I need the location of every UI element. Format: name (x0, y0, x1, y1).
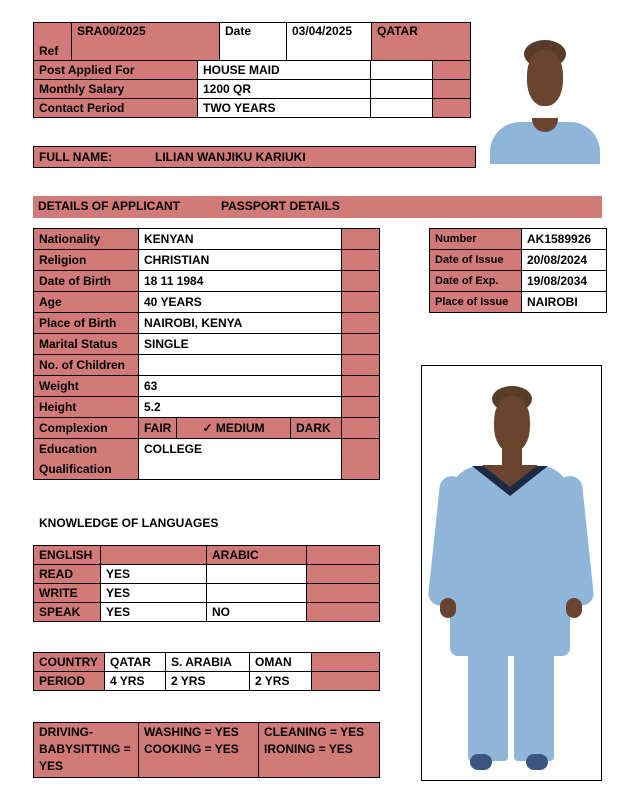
applicant-row (34, 355, 380, 376)
ironing-skill: IRONING = YES (259, 741, 380, 778)
blank-cell (342, 229, 380, 250)
skills-row (34, 723, 380, 742)
job-label: Post Applied For (34, 61, 198, 80)
country-value: OMAN (250, 653, 312, 672)
blank-cell (312, 653, 380, 672)
full-name-value: LILIAN WANJIKU KARIUKI (155, 150, 306, 164)
applicant-value: SINGLE (139, 334, 342, 355)
job-label: Monthly Salary (34, 80, 198, 99)
blank-cell (342, 376, 380, 397)
blank-cell (307, 565, 380, 584)
applicant-row (34, 313, 380, 334)
blank-cell (101, 546, 207, 565)
applicant-label: Weight (34, 376, 139, 397)
complexion-row (34, 418, 380, 439)
passport-value: NAIROBI (522, 292, 607, 313)
passport-row (430, 250, 607, 271)
blank-cell (342, 334, 380, 355)
applicant-value: CHRISTIAN (139, 250, 342, 271)
blank-cell (342, 313, 380, 334)
washing-skill: WASHING = YES (139, 723, 259, 742)
languages-header-row (34, 546, 380, 565)
full-name-bar (33, 146, 476, 168)
education-row (34, 439, 380, 480)
english-value: YES (101, 565, 207, 584)
english-header: ENGLISH (34, 546, 101, 565)
checkmark-icon: ✓ (202, 420, 213, 435)
applicant-label: Age (34, 292, 139, 313)
section-bar (33, 196, 602, 218)
babysitting-line2: YES (39, 759, 64, 773)
arabic-header: ARABIC (207, 546, 307, 565)
passport-row (430, 292, 607, 313)
skills-row (34, 741, 380, 778)
applicant-value: 63 (139, 376, 342, 397)
passport-label: Number (430, 229, 522, 250)
blank-cell (433, 61, 471, 80)
applicant-value: 40 YEARS (139, 292, 342, 313)
babysitting-line1: BABYSITTING = (39, 742, 131, 756)
job-value: 1200 QR (198, 80, 371, 99)
job-row (34, 80, 471, 99)
blank-cell (307, 603, 380, 622)
applicant-row (34, 397, 380, 418)
language-skill-label: WRITE (34, 584, 101, 603)
arabic-value: NO (207, 603, 307, 622)
english-value: YES (101, 603, 207, 622)
blank-cell (371, 61, 433, 80)
language-row (34, 565, 380, 584)
blank-cell (307, 584, 380, 603)
blank-cell (371, 80, 433, 99)
applicant-value: 18 11 1984 (139, 271, 342, 292)
blank-cell (342, 397, 380, 418)
applicant-row (34, 250, 380, 271)
job-label: Contact Period (34, 99, 198, 118)
passport-value: AK1589926 (522, 229, 607, 250)
passport-value: 20/08/2024 (522, 250, 607, 271)
applicant-label: Marital Status (34, 334, 139, 355)
date-label: Date (220, 23, 287, 61)
blank-cell (307, 546, 380, 565)
period-value: 4 YRS (105, 672, 166, 691)
arabic-value (207, 584, 307, 603)
english-value: YES (101, 584, 207, 603)
applicant-label: Date of Birth (34, 271, 139, 292)
job-table (33, 60, 471, 118)
country-value: QATAR (105, 653, 166, 672)
applicant-label: Nationality (34, 229, 139, 250)
blank-cell (342, 250, 380, 271)
cooking-skill: COOKING = YES (139, 741, 259, 778)
languages-table (33, 545, 380, 622)
applicant-label: Place of Birth (34, 313, 139, 334)
education-label-line2: Qualification (39, 462, 112, 476)
applicant-value: 5.2 (139, 397, 342, 418)
language-skill-label: SPEAK (34, 603, 101, 622)
applicant-table (33, 228, 380, 480)
applicant-section-title: DETAILS OF APPLICANT (38, 199, 180, 213)
period-value: 2 YRS (250, 672, 312, 691)
country-row (34, 653, 380, 672)
applicant-row (34, 229, 380, 250)
applicant-value (139, 355, 342, 376)
blank-cell (312, 672, 380, 691)
applicant-label: No. of Children (34, 355, 139, 376)
passport-row (430, 271, 607, 292)
job-row (34, 99, 471, 118)
passport-label: Place of Issue (430, 292, 522, 313)
applicant-value: KENYAN (139, 229, 342, 250)
country-value: QATAR (372, 23, 471, 61)
blank-cell (342, 418, 380, 439)
applicant-row (34, 271, 380, 292)
portrait-photo-small (488, 30, 602, 164)
arabic-value (207, 565, 307, 584)
skills-table (33, 722, 380, 778)
date-value: 03/04/2025 (287, 23, 372, 61)
education-label (34, 439, 139, 480)
language-row (34, 603, 380, 622)
period-row (34, 672, 380, 691)
complexion-medium-label: MEDIUM (215, 420, 265, 435)
full-name-label: FULL NAME: (39, 150, 113, 164)
experience-table (33, 652, 380, 691)
applicant-row (34, 376, 380, 397)
passport-label: Date of Issue (430, 250, 522, 271)
languages-title: KNOWLEDGE OF LANGUAGES (39, 516, 219, 530)
cleaning-skill: CLEANING = YES (259, 723, 380, 742)
passport-section-title: PASSPORT DETAILS (221, 199, 340, 213)
job-value: HOUSE MAID (198, 61, 371, 80)
ref-value: SRA00/2025 (72, 23, 220, 61)
blank-cell (342, 271, 380, 292)
blank-cell (371, 99, 433, 118)
passport-row (430, 229, 607, 250)
period-label: PERIOD (34, 672, 105, 691)
passport-value: 19/08/2034 (522, 271, 607, 292)
applicant-row (34, 292, 380, 313)
blank-cell (433, 99, 471, 118)
header-table (33, 22, 471, 61)
full-body-photo (421, 365, 602, 781)
passport-table (429, 228, 607, 313)
blank-cell (342, 292, 380, 313)
complexion-medium (177, 418, 291, 439)
complexion-dark: DARK (291, 418, 342, 439)
education-value: COLLEGE (139, 439, 342, 480)
job-row (34, 61, 471, 80)
ref-label: Ref (34, 23, 72, 61)
job-value: TWO YEARS (198, 99, 371, 118)
applicant-label: Religion (34, 250, 139, 271)
applicant-row (34, 334, 380, 355)
applicant-value: NAIROBI, KENYA (139, 313, 342, 334)
driving-skill: DRIVING- (34, 723, 139, 742)
blank-cell (433, 80, 471, 99)
period-value: 2 YRS (166, 672, 250, 691)
blank-cell (342, 439, 380, 480)
passport-label: Date of Exp. (430, 271, 522, 292)
complexion-fair: FAIR (139, 418, 177, 439)
country-label: COUNTRY (34, 653, 105, 672)
country-value: S. ARABIA (166, 653, 250, 672)
babysitting-skill (34, 741, 139, 778)
applicant-label: Height (34, 397, 139, 418)
language-row (34, 584, 380, 603)
language-skill-label: READ (34, 565, 101, 584)
complexion-label: Complexion (34, 418, 139, 439)
blank-cell (342, 355, 380, 376)
education-label-line1: Education (39, 442, 98, 456)
